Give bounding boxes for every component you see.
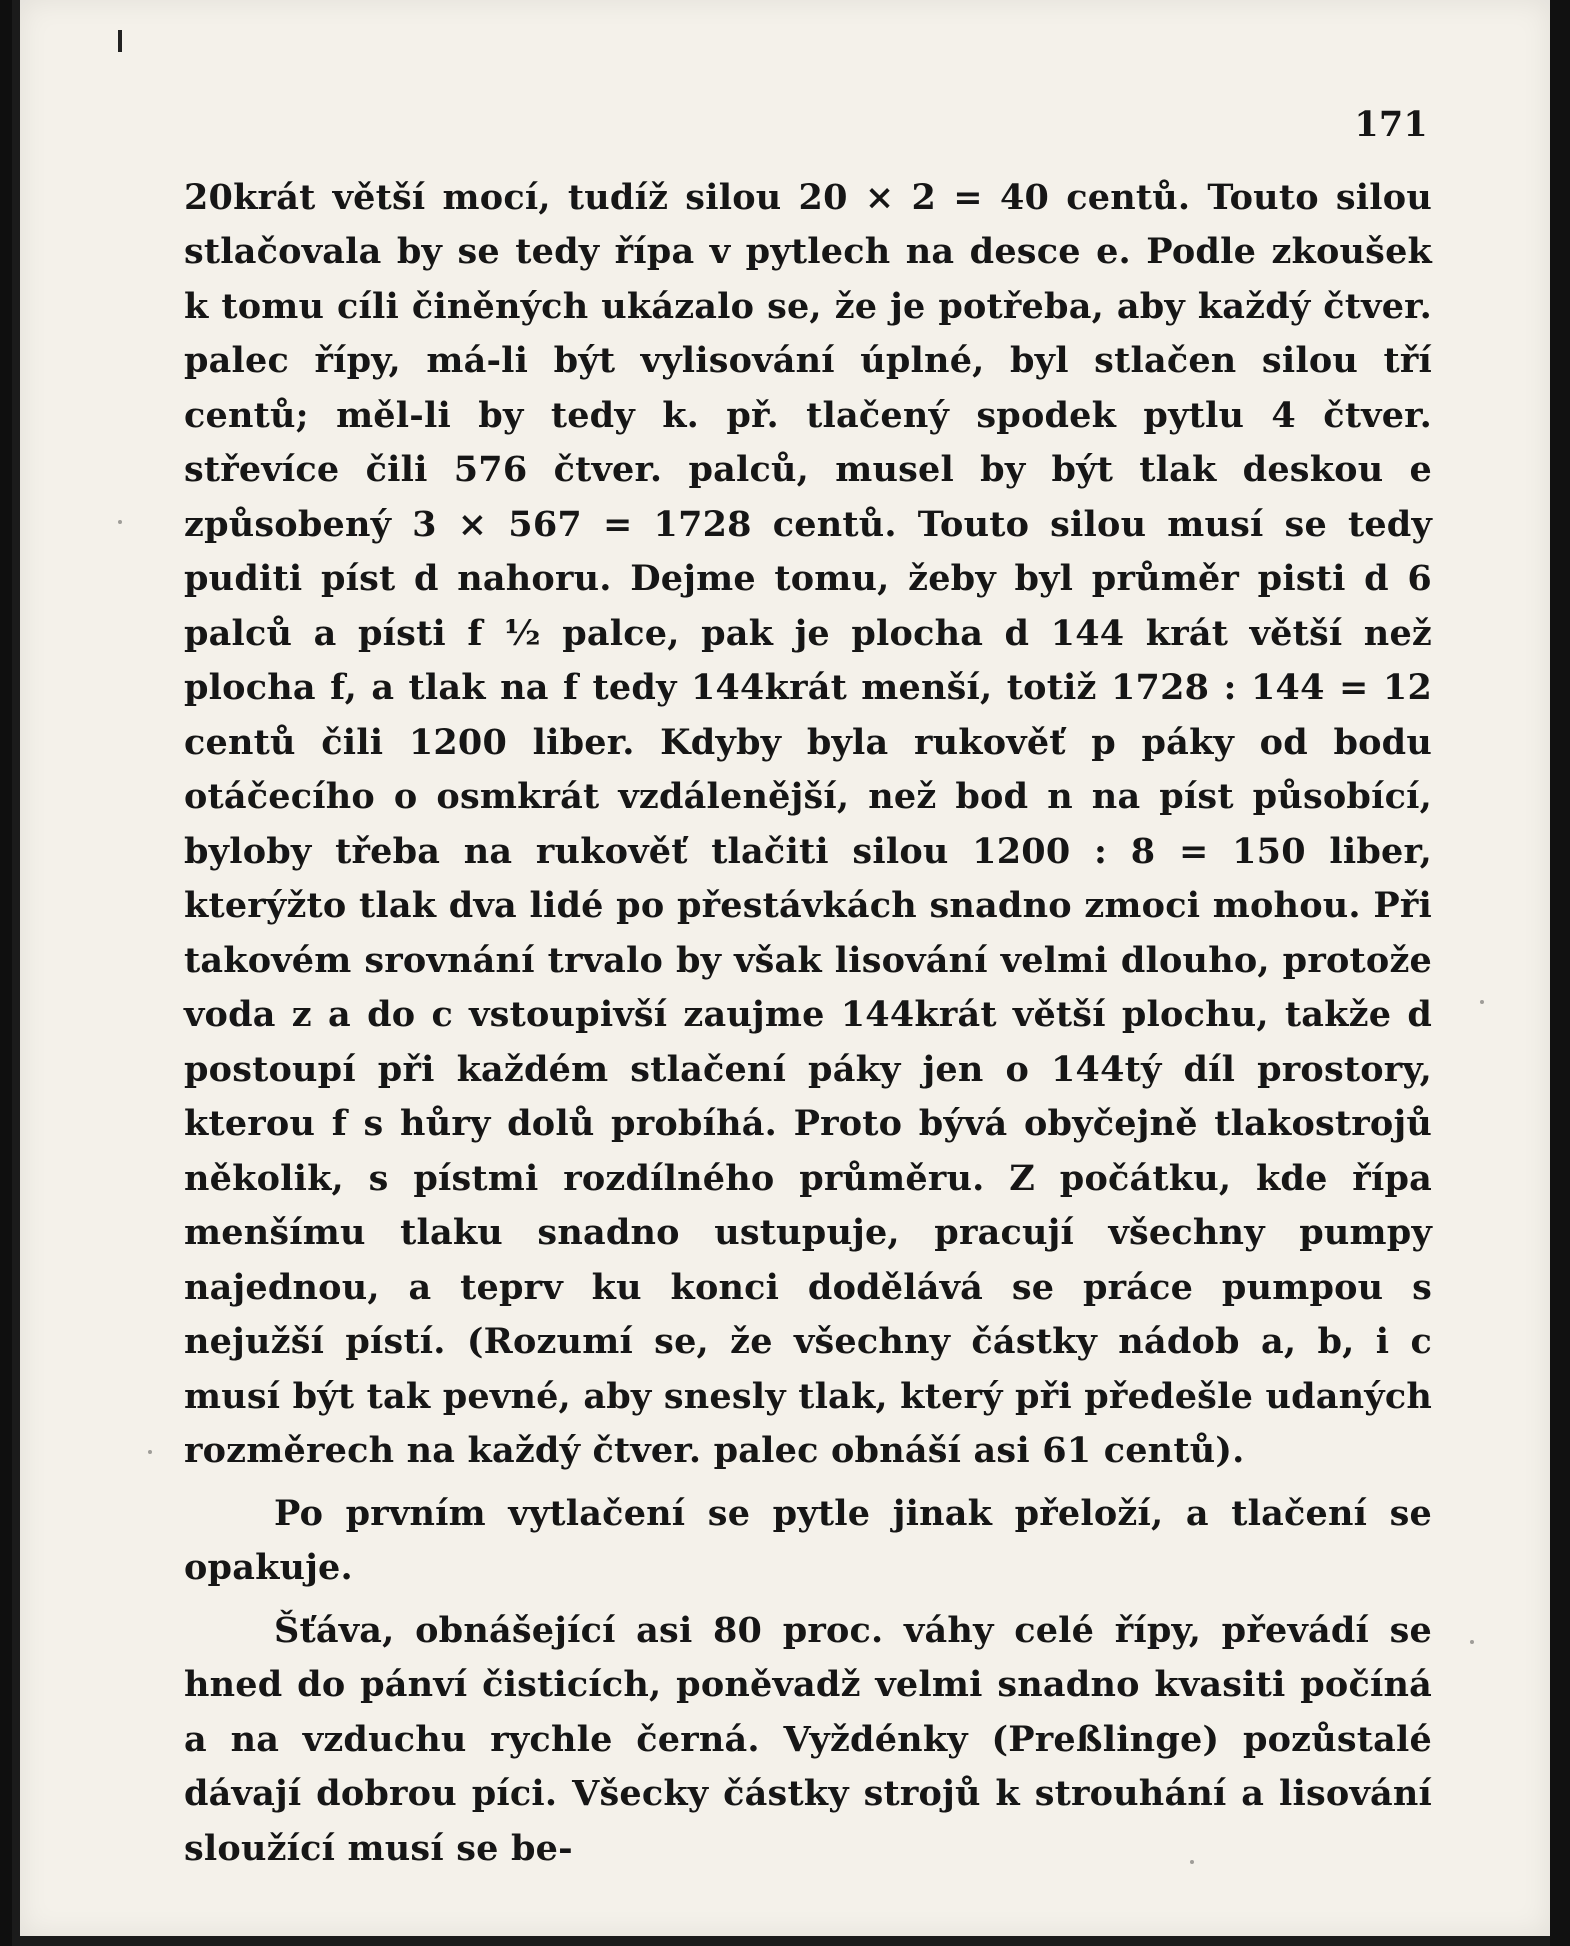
paragraph-2: Po prvním vytlačení se pytle jinak přeloží, a tlačení se opakuje. [184,1492,1432,1588]
dust-speck [148,1450,152,1454]
paragraph-1: 20krát větší mocí, tudíž silou 20 × 2 = 40 centů. Touto silou stlačovala by se tedy řípa v pytlech na desce e. Podle zkoušek k tomu cíli činěných ukázalo se, že je potřeba, aby každý čtver. palec řípy, má-li být vylisování úplné, byl stlačen silou tří centů; měl-li by tedy k. př. tlačený spodek pytlu 4 čtver. střevíce čili 576 čtver. palců, musel by být tlak deskou e způsobený 3 × 567 = 1728 centů. Touto silou musí se tedy puditi píst d nahoru. Dejme tomu, žeby byl průměr pisti d 6 palců a písti f ½ palce, pak je plocha d 144 krát větší než plocha f, a tlak na f tedy 144krát menší, totiž 1728 : 144 = 12 centů čili 1200 liber. Kdyby byla rukověť p páky od bodu otáčecího o osmkrát vzdálenější, než bod n na píst působící, byloby třeba na rukověť tlačiti silou 1200 : 8 = 150 liber, kterýžto tlak dva lidé po přestávkách snadno zmoci mohou. Při takovém srovnání trvalo by však lisování velmi dlouho, protože voda z a do c vstoupivší zaujme 144krát větší plochu, takže d postoupí při každém stlačení páky jen o 144tý díl prostory, kterou f s hůry dolů probíhá. Proto bývá obyčejně tlakostrojů několik, s pístmi rozdílného průměru. Z počátku, kde řípa menšímu tlaku snadno ustupuje, pracují všechny pumpy najednou, a teprv ku konci dodělává se práce pumpou s nejužší pístí. (Rozumí se, že všechny částky nádob a, b, i c musí být tak pevné, aby snesly tlak, který při předešle udaných rozměrech na každý čtver. palec obnáší asi 61 centů). [184,176,1432,1471]
scan-mark [118,30,122,52]
scan-left-edge [0,0,12,1946]
page-text-block [184,98,1432,1876]
dust-speck [118,520,122,524]
page-number: 171 [1354,104,1428,145]
paragraph-3: Šťáva, obnášející asi 80 proc. váhy celé řípy, převádí se hned do pánví čisticích, poněvadž velmi snadno kvasiti počíná a na vzduchu rychle černá. Vyždénky (Preßlinge) pozůstalé dávají dobrou píci. Všecky částky strojů k strouhání a lisování sloužící musí se be- [184,1609,1432,1869]
dust-speck [1190,1860,1194,1864]
dust-speck [1470,1640,1474,1644]
scan-right-edge [1550,0,1570,1946]
book-page [20,0,1550,1936]
dust-speck [1480,1000,1484,1004]
